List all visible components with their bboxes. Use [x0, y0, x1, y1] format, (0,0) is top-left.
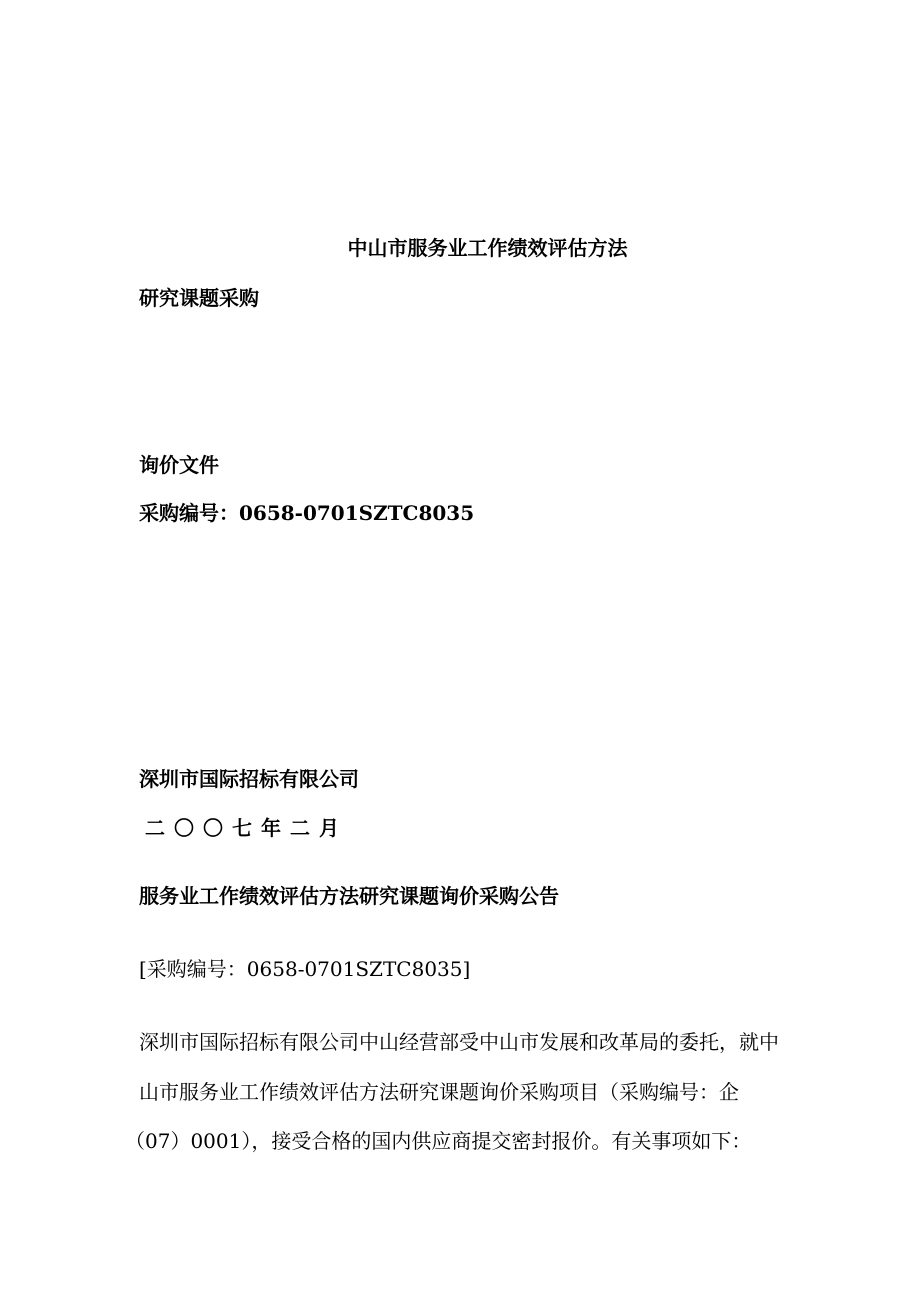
notice-paragraph-line-3: （07）0001），接受合格的国内供应商提交密封报价。有关事项如下：	[125, 1129, 752, 1153]
procurement-code: 采购编号：0658-0701SZTC8035	[139, 501, 475, 525]
notice-paragraph-line-2: 山市服务业工作绩效评估方法研究课题询价采购项目（采购编号：企	[139, 1080, 739, 1104]
document-type: 询价文件	[139, 453, 219, 477]
notice-paragraph-line-1: 深圳市国际招标有限公司中山经营部受中山市发展和改革局的委托，就中	[139, 1030, 779, 1054]
notice-title: 服务业工作绩效评估方法研究课题询价采购公告	[139, 884, 559, 908]
cover-subtitle: 研究课题采购	[139, 286, 259, 310]
company-name: 深圳市国际招标有限公司	[139, 767, 359, 791]
notice-procurement-code: [采购编号：0658-0701SZTC8035]	[139, 957, 471, 981]
cover-title: 中山市服务业工作绩效评估方法	[347, 236, 628, 260]
document-date: 二〇〇七年二月	[145, 816, 348, 840]
